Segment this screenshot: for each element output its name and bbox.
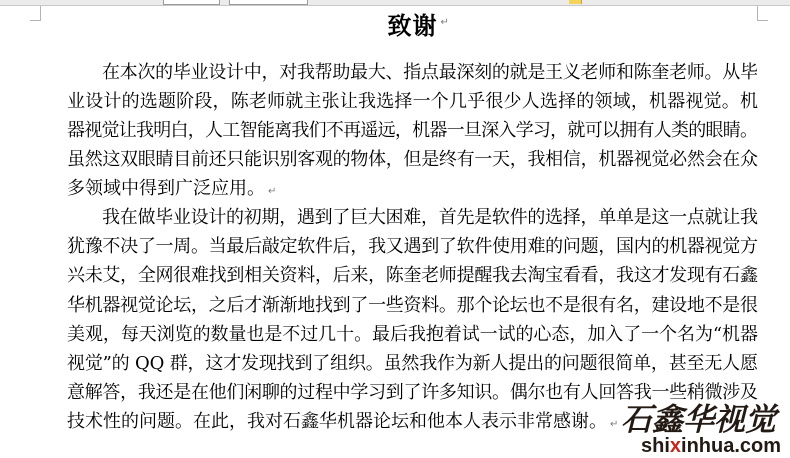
text-line: 我在做毕业设计的初期，遇到了巨大困难，首先是软件的选择，单单是这一点就让我: [102, 207, 758, 229]
document-page[interactable]: [0, 6, 790, 458]
text-line: 犹豫不决了一周。当最后敲定软件后，我又遇到了软件使用难的问题，国内的机器视觉方: [67, 236, 758, 258]
text-line-content: 多领域中得到广泛应用。: [67, 178, 265, 199]
paragraph-mark-icon: ↵: [610, 419, 619, 430]
watermark-url-accent: x: [669, 435, 682, 457]
font-dropdown[interactable]: [229, 0, 308, 5]
paragraph-mark-icon: ↵: [268, 186, 277, 197]
text-line-last: [67, 407, 758, 436]
text-line: 器视觉让我明白，人工智能离我们不再遥远，机器一旦深入学习，就可以拥有人类的眼睛。: [67, 119, 758, 141]
text-line: 在本次的毕业设计中，对我帮助最大、指点最深刻的就是王义老师和陈奎老师。从毕: [102, 61, 758, 83]
heading-container: [67, 10, 758, 42]
text-line: 业设计的选题阶段，陈老师就主张让我选择一个几乎很少人选择的领域，机器视觉。机: [67, 90, 759, 112]
highlight-icon[interactable]: [569, 0, 582, 4]
page-title-text: 致谢: [387, 12, 438, 40]
text-line: 美观，每天浏览的数量也是不过几十。最后我抱着试一试的心态，加入了一个名为“机器: [67, 323, 758, 345]
paragraph-mark-icon: ↵: [440, 17, 449, 28]
text-line-content: 技术性的问题。在此，我对石鑫华机器论坛和他本人表示非常感谢。: [67, 411, 607, 432]
text-line-last: [67, 174, 758, 203]
watermark-calligraphy: 石鑫华视觉: [621, 402, 776, 438]
text-line: 兴未艾，全网很难找到相关资料，后来，陈奎老师提醒我去淘宝看看，我这才发现有石鑫: [67, 265, 758, 287]
text-line: 虽然这双眼睛目前还只能识别客观的物体，但是终有一天，我相信，机器视觉必然会在众: [67, 148, 758, 170]
page-title: [387, 10, 449, 42]
watermark-url-part: inhua.com: [681, 435, 782, 457]
style-dropdown[interactable]: [163, 0, 220, 5]
text-line: 华机器视觉论坛，之后才渐渐地找到了一些资料。那个论坛也不是很有名，建设地不是很: [67, 294, 758, 316]
text-line: 视觉”的 QQ 群，这才发现找到了组织。虽然我作为新人提出的问题很简单，甚至无人愿: [67, 352, 758, 374]
text-line: 意解答，我还是在他们闲聊的过程中学习到了许多知识。偶尔也有人回答我一些稍微涉及: [67, 381, 758, 403]
watermark-url-part: shi: [641, 435, 670, 457]
body-text: [67, 58, 758, 437]
